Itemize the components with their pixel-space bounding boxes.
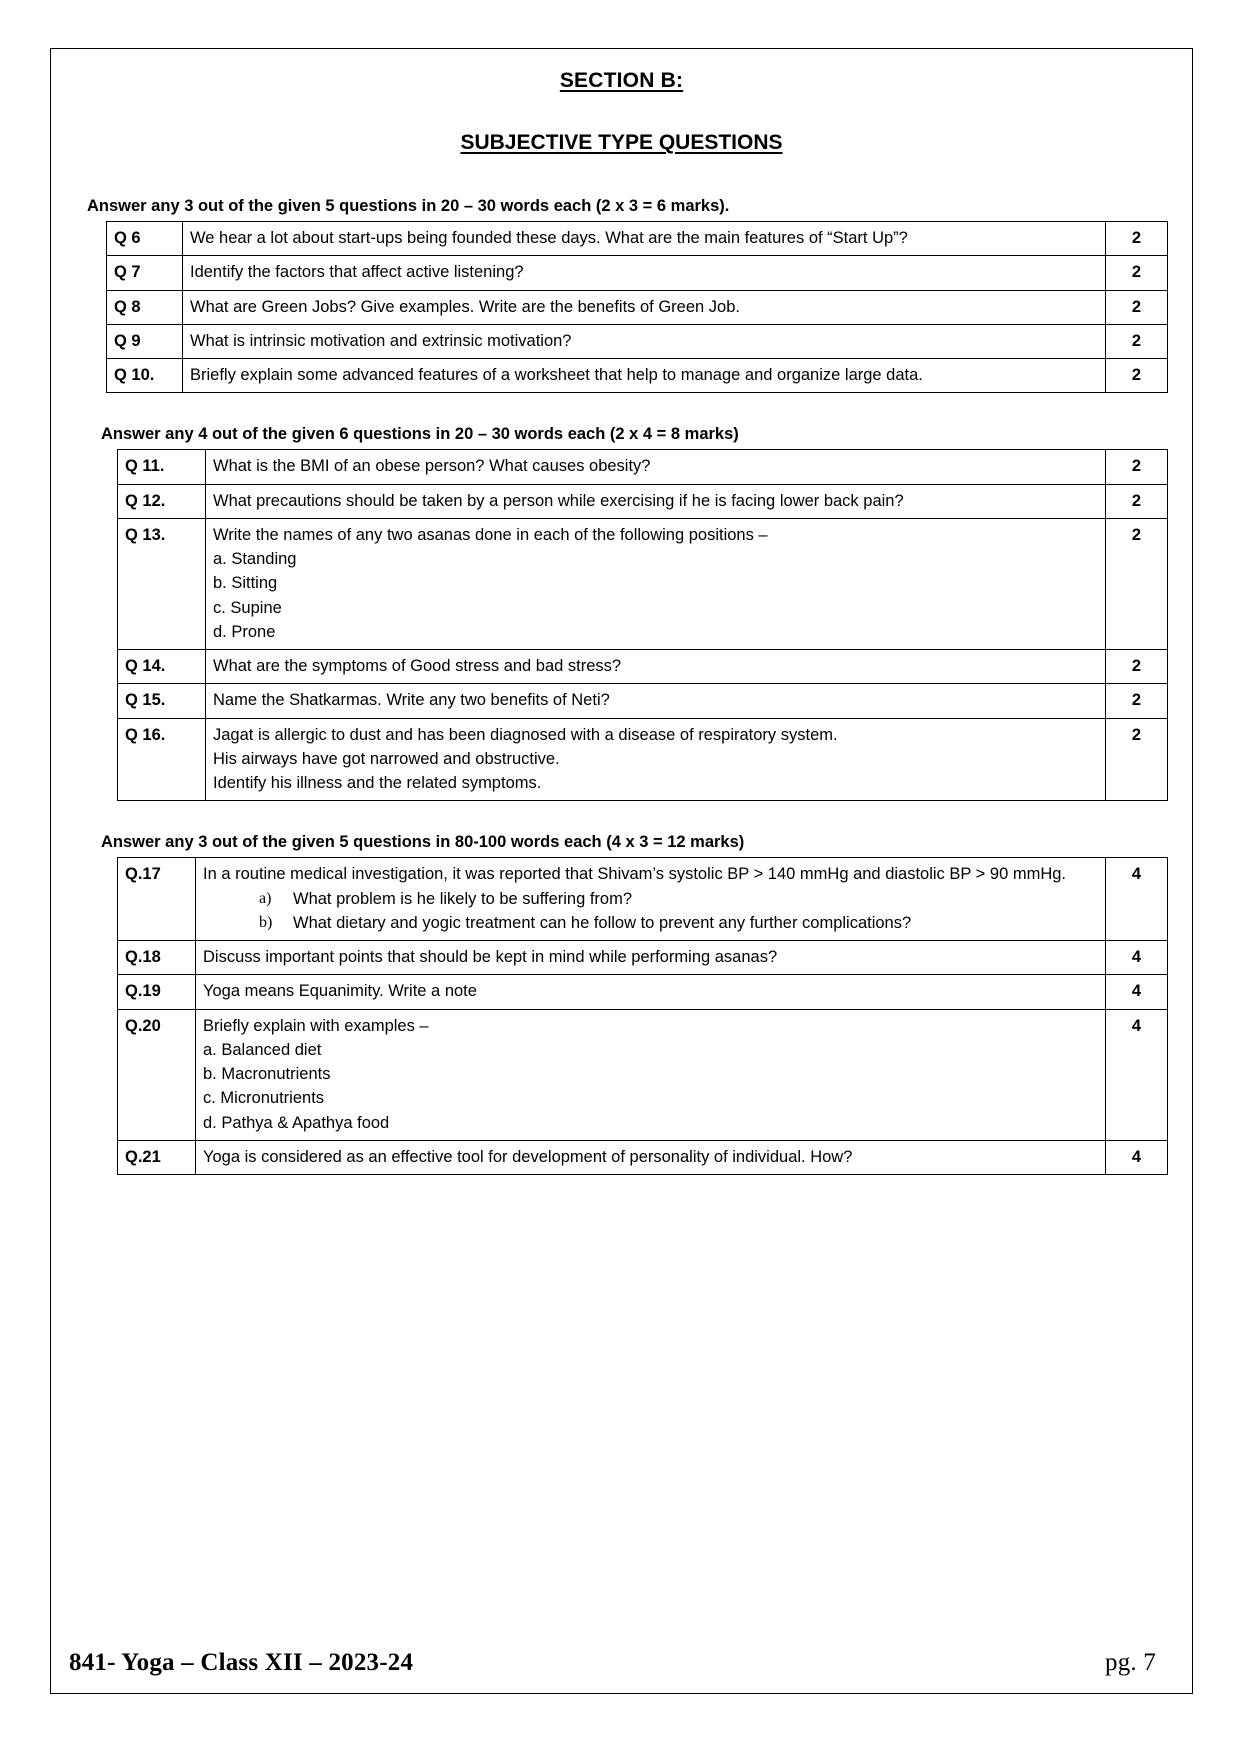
question-marks: 4: [1106, 1009, 1168, 1140]
list-marker: a): [259, 889, 272, 907]
question-sub-list: [213, 547, 1098, 644]
question-marks: 2: [1106, 222, 1168, 256]
question-marks: 2: [1106, 324, 1168, 358]
question-text: Briefly explain with examples –: [203, 1016, 429, 1035]
list-item: d. Prone: [213, 622, 276, 641]
list-marker: b): [259, 913, 273, 931]
question-text: What is the BMI of an obese person? What causes obesity?: [206, 450, 1106, 484]
question-marks: 2: [1106, 290, 1168, 324]
page-content: [51, 49, 1192, 1693]
question-label: Q 15.: [118, 684, 206, 718]
table-row: [107, 359, 1168, 393]
page-footer: [51, 1649, 1192, 1677]
question-cell: [196, 858, 1106, 941]
question-text: In a routine medical investigation, it was reported that Shivam’s systolic BP > 140 mmHg and diastolic BP > 90 mmHg.: [203, 865, 1067, 884]
question-text: What are Green Jobs? Give examples. Write are the benefits of Green Job.: [183, 290, 1106, 324]
table-row: [107, 290, 1168, 324]
table-row: [118, 858, 1168, 941]
question-text: Yoga means Equanimity. Write a note: [196, 975, 1106, 1009]
question-label: Q 16.: [118, 718, 206, 801]
question-label: Q 13.: [118, 518, 206, 649]
table-row: [118, 941, 1168, 975]
list-item: b. Macronutrients: [203, 1065, 331, 1083]
table-row: [118, 518, 1168, 649]
question-text: Write the names of any two asanas done in each of the following positions –: [213, 525, 768, 544]
question-marks: 2: [1106, 450, 1168, 484]
instruction-part-3: Answer any 3 out of the given 5 questions in 80-100 words each (4 x 3 = 12 marks): [101, 833, 745, 852]
question-marks: 2: [1106, 256, 1168, 290]
question-text: We hear a lot about start-ups being founded these days. What are the main features of “Start Up”?: [183, 222, 1106, 256]
question-extra-line: Identify his illness and the related symptoms.: [213, 774, 542, 792]
question-marks: 2: [1106, 359, 1168, 393]
page-border-frame: [50, 48, 1193, 1694]
section-title-text: SECTION B:: [559, 69, 684, 92]
table-row: [118, 650, 1168, 684]
question-label: Q.17: [118, 858, 196, 941]
instruction-part-1: Answer any 3 out of the given 5 questions in 20 – 30 words each (2 x 3 = 6 marks).: [87, 197, 730, 215]
list-item: c. Micronutrients: [203, 1089, 325, 1108]
question-label: Q 14.: [118, 650, 206, 684]
question-cell: [196, 1009, 1106, 1140]
table-row: [118, 484, 1168, 518]
question-cell: [206, 518, 1106, 649]
question-text: What precautions should be taken by a person while exercising if he is facing lower back pain?: [206, 484, 1106, 518]
list-item: b. Sitting: [213, 574, 278, 593]
question-sub-list: [203, 1038, 1098, 1135]
table-row: [118, 684, 1168, 718]
list-item: [259, 887, 1098, 911]
question-label: Q 11.: [118, 450, 206, 484]
question-label: Q.18: [118, 941, 196, 975]
question-marks: 2: [1106, 718, 1168, 801]
table-row: [107, 324, 1168, 358]
question-marks: 4: [1106, 941, 1168, 975]
page-subtitle: [85, 131, 1158, 155]
question-marks: 2: [1106, 650, 1168, 684]
list-item-text: What problem is he likely to be suffering from?: [293, 889, 633, 908]
question-marks: 2: [1106, 484, 1168, 518]
table-row: [118, 718, 1168, 801]
footer-left-text: 841- Yoga – Class XII – 2023-24: [69, 1649, 414, 1676]
question-marks: 2: [1106, 684, 1168, 718]
question-label: Q 12.: [118, 484, 206, 518]
question-cell: [206, 718, 1106, 801]
list-item: d. Pathya & Apathya food: [203, 1113, 390, 1132]
table-row: [118, 450, 1168, 484]
question-label: Q 6: [107, 222, 183, 256]
question-text: Jagat is allergic to dust and has been diagnosed with a disease of respiratory system.: [213, 725, 838, 744]
table-row: [107, 256, 1168, 290]
list-item: c. Supine: [213, 598, 282, 617]
question-label: Q.19: [118, 975, 196, 1009]
list-item: a. Balanced diet: [203, 1040, 322, 1059]
question-label: Q.21: [118, 1140, 196, 1174]
questions-table-part-2: [117, 449, 1168, 801]
table-row: [118, 1140, 1168, 1174]
question-extra-line: His airways have got narrowed and obstructive.: [213, 749, 560, 768]
list-item: a. Standing: [213, 550, 297, 568]
question-marks: 4: [1106, 1140, 1168, 1174]
question-label: Q.20: [118, 1009, 196, 1140]
question-lettered-list: [203, 887, 1098, 936]
list-item: [259, 911, 1098, 935]
table-row: [118, 975, 1168, 1009]
instruction-part-2: Answer any 4 out of the given 6 questions in 20 – 30 words each (2 x 4 = 8 marks): [101, 425, 739, 444]
questions-table-part-1: [106, 221, 1168, 393]
table-row: [118, 1009, 1168, 1140]
question-label: Q 10.: [107, 359, 183, 393]
question-marks: 2: [1106, 518, 1168, 649]
question-text: Name the Shatkarmas. Write any two benefits of Neti?: [206, 684, 1106, 718]
question-label: Q 9: [107, 324, 183, 358]
section-subtitle-text: SUBJECTIVE TYPE QUESTIONS: [460, 131, 783, 154]
question-marks: 4: [1106, 975, 1168, 1009]
question-text: Briefly explain some advanced features of a worksheet that help to manage and organize large data.: [183, 359, 1106, 393]
question-label: Q 7: [107, 256, 183, 290]
question-text: What is intrinsic motivation and extrinsic motivation?: [183, 324, 1106, 358]
list-item-text: What dietary and yogic treatment can he follow to prevent any further complications?: [293, 913, 912, 932]
question-text: Discuss important points that should be kept in mind while performing asanas?: [196, 941, 1106, 975]
footer-page-number: pg. 7: [1105, 1649, 1156, 1676]
question-text: Identify the factors that affect active listening?: [183, 256, 1106, 290]
question-marks: 4: [1106, 858, 1168, 941]
question-text: Yoga is considered as an effective tool for development of personality of individual. How?: [196, 1140, 1106, 1174]
question-text: What are the symptoms of Good stress and bad stress?: [206, 650, 1106, 684]
table-row: [107, 222, 1168, 256]
questions-table-part-3: [117, 857, 1168, 1175]
question-label: Q 8: [107, 290, 183, 324]
page-title: [85, 69, 1158, 93]
